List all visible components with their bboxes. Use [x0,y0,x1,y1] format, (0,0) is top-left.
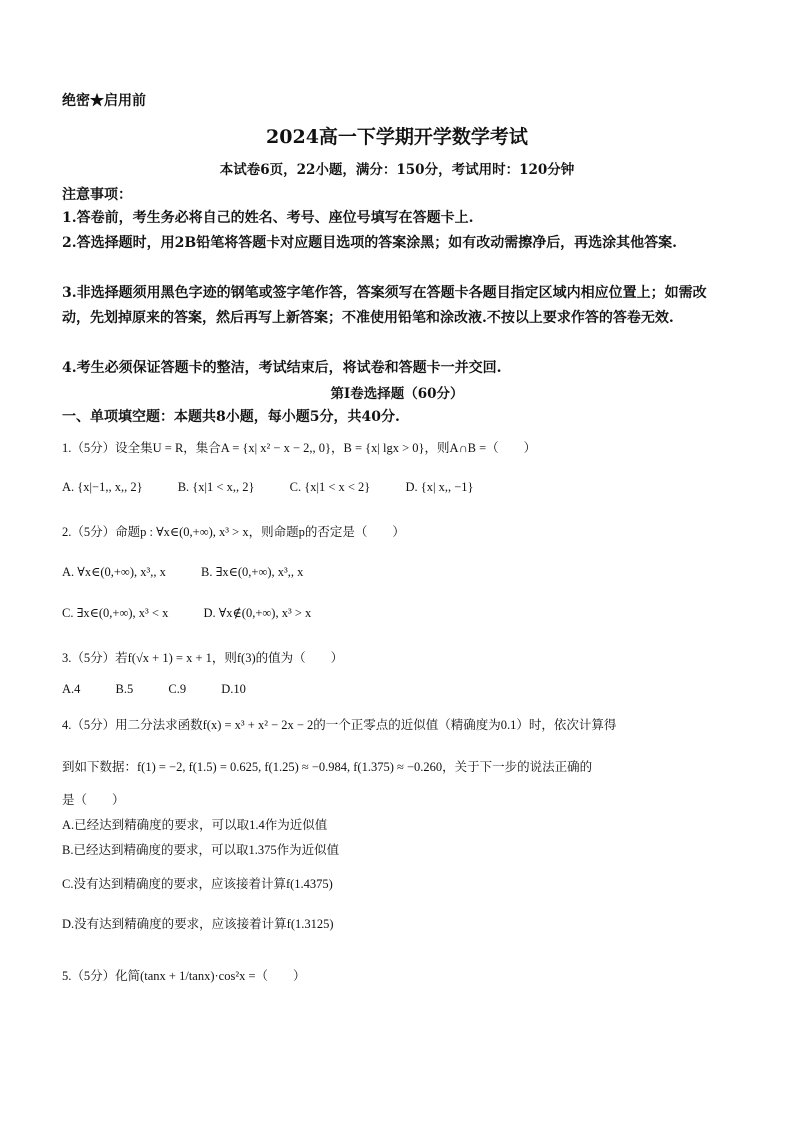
note-item: 4.考生必须保证答题卡的整洁，考试结束后，将试卷和答题卡一并交回. [62,360,502,376]
option-b: B.已经达到精确度的要求，可以取1.375作为近似值 [62,843,340,857]
question-options [62,682,732,697]
note-item: 3.非选择题须用黑色字迹的钢笔或签字笔作答，答案须写在答题卡各题目指定区域内相应位置上；如需改动，先划掉原来的答案，然后再写上新答案；不准使用铅笔和涂改液.不按以上要求作答的答卷无效. [62,285,707,326]
option-c: C. ∃x∈(0,+∞), x³ < x [62,606,169,620]
question-stem-line: 4.（5分）用二分法求函数f(x) = x³ + x² − 2x − 2的一个正零点的近似值（精确度为0.1）时，依次计算得 [62,718,617,732]
option-d: D.10 [221,682,246,696]
question-stem: 5.（5分）化简(tanx + 1/tanx)·cos²x =（ ） [62,969,306,983]
option-d: D. {x| x,, −1} [405,480,474,494]
question-stem-line: 到如下数据：f(1) = −2, f(1.5) = 0.625, f(1.25) ≈ −0.984, f(1.375) ≈ −0.260，关于下一步的说法正确的 [62,760,593,774]
option-d: D.没有达到精确度的要求，应该接着计算f(1.3125) [62,917,334,931]
confidential-label: 绝密★启用前 [62,93,146,109]
part-title: 一、单项填空题：本题共8小题，每小题5分，共40分. [62,409,400,425]
question-stem: 2.（5分）命题p : ∀x∈(0,+∞), x³ > x，则命题p的否定是（ ） [62,525,405,539]
question-options [62,605,732,621]
question-stem: 3.（5分）若f(√x + 1) = x + 1，则f(3)的值为（ ） [62,651,344,665]
option-a: A.4 [62,682,81,696]
question-options [62,564,732,580]
section-title: 第Ⅰ卷选择题（60分） [330,386,464,402]
option-a: A. ∀x∈(0,+∞), x³,, x [62,565,166,579]
notes-heading: 注意事项： [62,187,132,203]
option-b: B. ∃x∈(0,+∞), x³,, x [200,565,304,579]
option-c: C.9 [168,682,187,696]
exam-title: 2024高一下学期开学数学考试 [266,126,528,148]
note-item: 1.答卷前，考生务必将自己的姓名、考号、座位号填写在答题卡上. [62,210,474,226]
option-c: C. {x|1 < x < 2} [289,480,371,494]
question-stem: 1.（5分）设全集U = R，集合A = {x| x² − x − 2,, 0}，B = {x| lgx > 0}，则A∩B =（ ） [62,441,537,455]
option-b: B.5 [115,682,134,696]
option-a: A. {x|−1,, x,, 2} [62,480,143,494]
option-a: A.已经达到精确度的要求，可以取1.4作为近似值 [62,818,328,832]
question-options [62,480,732,495]
note-item: 2.答选择题时，用2B铅笔将答题卡对应题目选项的答案涂黑；如有改动需擦净后，再选涂其他答案. [62,235,678,251]
question-stem-line: 是（ ） [62,793,125,807]
exam-subtitle: 本试卷6页，22小题，满分：150分，考试用时：120分钟 [219,162,575,178]
option-d: D. ∀x∉(0,+∞), x³ > x [203,606,312,620]
option-c: C.没有达到精确度的要求，应该接着计算f(1.4375) [62,877,333,891]
option-b: B. {x|1 < x,, 2} [177,480,255,494]
